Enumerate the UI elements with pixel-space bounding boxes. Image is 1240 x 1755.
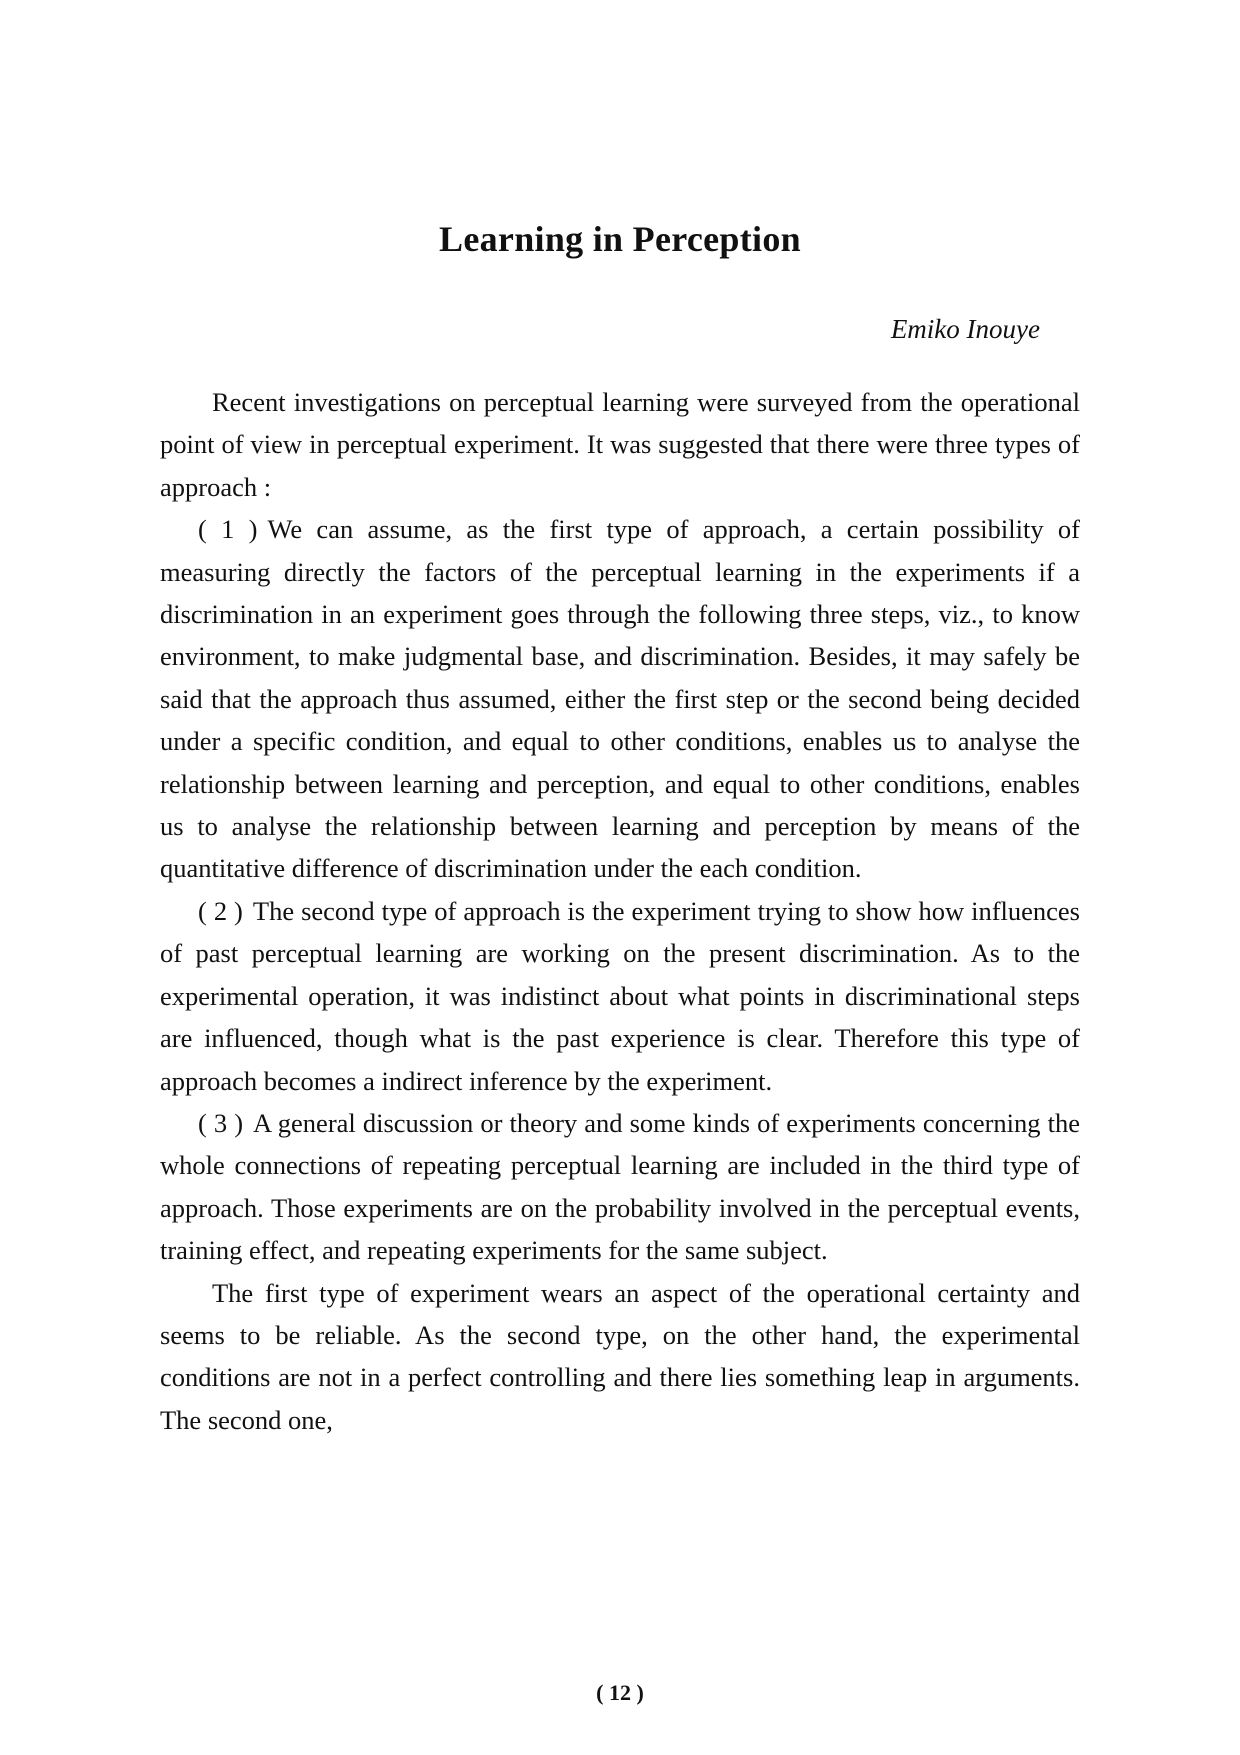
paragraph-intro bbox=[160, 381, 1080, 508]
item-number: ( 3 ) bbox=[198, 1107, 244, 1138]
item-number: ( 2 ) bbox=[198, 895, 243, 926]
item-number: ( 1 ) bbox=[198, 514, 258, 545]
paragraph-text: We can assume, as the first type of approach, a certain possibility of measuring directly the factors of the perceptual learning in the experiments if a discrimination in an experiment goes through the following three steps, viz., to know environment, to make judgmental base, and discrimination. Besides, it may safely be said that the approach thus assumed, either the first step or the second being decided under a specific condition, and equal to other conditions, enables us to analyse the relationship between learning and perception, and equal to other conditions, enables us to analyse the relationship between learning and perception by means of the quantitative difference of discrimination under the each condition. bbox=[160, 514, 1080, 884]
paragraph-text: The first type of experiment wears an aspect of the operational certainty and seems to be reliable. As the second type, on the other hand, the experimental conditions are not in a perfect controlling and there lies something leap in arguments. The second one, bbox=[160, 1277, 1080, 1435]
paragraph-approach-3 bbox=[160, 1102, 1080, 1272]
paragraph-text: Recent investigations on perceptual learning were surveyed from the operational point of view in perceptual experiment. It was suggested that there were three types of approach : bbox=[160, 387, 1080, 502]
author-name: Emiko Inouye bbox=[890, 314, 1040, 344]
paragraph-text: The second type of approach is the experiment trying to show how influences of past perceptual learning are working on the present discrimination. As to the experimental operation, it was indistinct about what points in discriminational steps are influenced, though what is the past experience is clear. Therefore this type of approach becomes a indirect inference by the experiment. bbox=[160, 895, 1080, 1096]
paragraph-conclusion bbox=[160, 1272, 1080, 1442]
page-number: ( 12 ) bbox=[596, 1680, 644, 1705]
paper-title: Learning in Perception bbox=[439, 219, 801, 259]
paragraph-text: A general discussion or theory and some kinds of experiments concerning the whole connections of repeating perceptual learning are included in the third type of approach. Those experiments are on the probability involved in the perceptual events, training effect, and repeating experiments for the same subject. bbox=[160, 1107, 1080, 1266]
paragraph-approach-2 bbox=[160, 890, 1080, 1102]
paragraph-approach-1 bbox=[160, 508, 1080, 890]
abstract-body bbox=[160, 381, 1080, 1441]
